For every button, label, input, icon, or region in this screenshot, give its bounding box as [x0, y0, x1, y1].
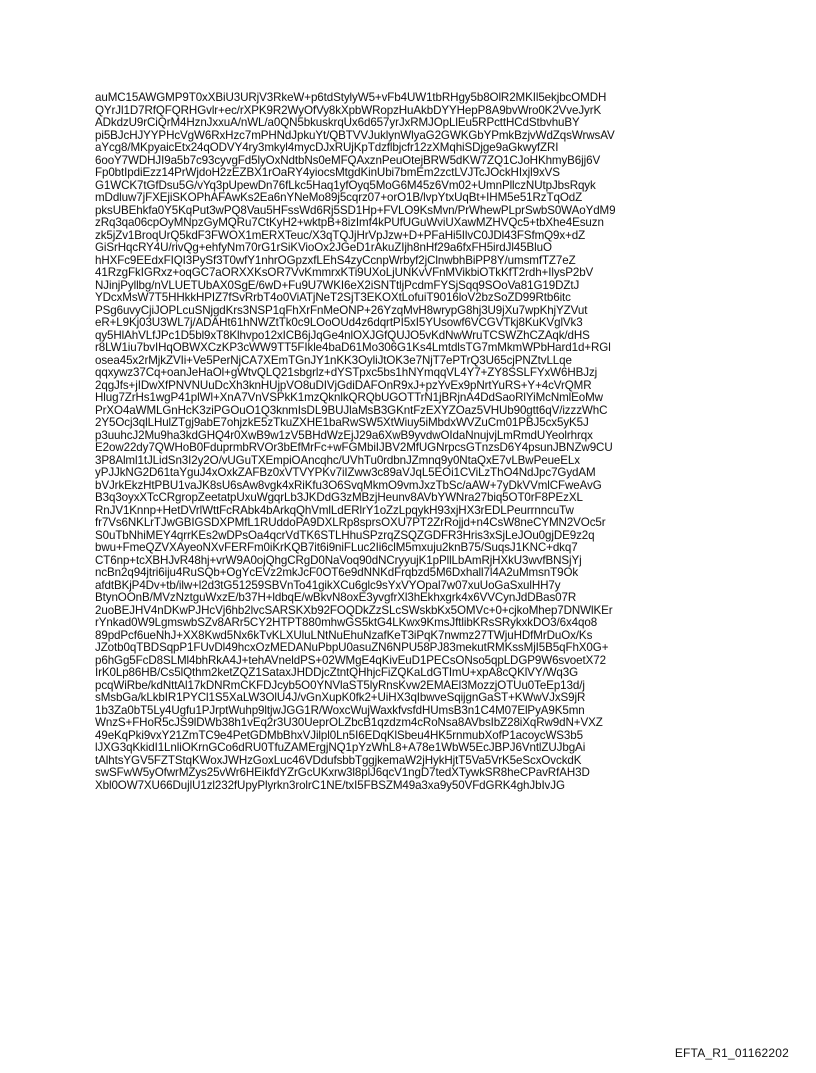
encoded-text-line: QYrJl1D7RfQFQRHGvlr+ec/rXPK9R2WyOfVy8kXpbWRopzHuAkbDYYHepP8A9bvWro0K2VveJyrK: [95, 103, 602, 117]
encoded-text-line: swSFwW5yOfwrMZys25vWr6HEikfdYZrGcUKxrw3l8plJ6qcV1ngD7tedXTywkSR8heCPavRfAH3D: [95, 766, 590, 779]
encoded-text-block: [95, 92, 745, 792]
encoded-text-line: r8LW1iu7bvIHqOBWXCzKP3cWW9TT5FIkle4baD61Mo306G1Ks4LmtdlsTG7mMkmWPbHard1d+RGl: [95, 341, 611, 354]
encoded-text-line: Xbl0OW7XU66DujlU1zl232fUpyPlyrkn3rolrC1NE/txI5FBSZM49a3xa9y50VFdGRK4ghJbIvJG: [95, 778, 565, 792]
encoded-text-line: B3q3oyxXTcCRgropZeetatpUxuWgqrLb3JKDdG3zMBzjHeunv8AVbYWNra27biq5OT0rF8PEzXL: [95, 491, 583, 504]
encoded-text-line: auMC15AWGMP9T0xXBiU3URjV3RkeW+p6tdStylyW5+vFb4UW1tbRHgy5b8OlR2MKIl5ekjbcOMDH: [95, 91, 607, 104]
encoded-text-line: qy5HlAhVLfJPc1D5bl9xT8Klhvpo12xICB6jJqGe4nlOXJGfQUJO5vKdNwWruTCSWZhCZAqk/dHS: [95, 328, 590, 342]
encoded-text-line: CT6np+tcXBHJvR48hj+vrW9A0ojQhgCRgD0NaVoq90dNCryyujK1pPllLbAmRjHXkU3wvfBNSjYj: [95, 553, 582, 567]
encoded-text-line: S0uTbNhiMEY4qrrKEs2wDPsOa4qcrVdTK6STLHhuSPzrqZSQZGDFR3Hris3xSjLeJOu0gjDE9z2q: [95, 528, 595, 542]
encoded-text-line: pcqWiRbe/kdNttAl17kDNRmCKFDJcyb5O0YNVlaST5lyRnsKvw2EMAEl3MozzjOTUu0TeEp13d/j: [95, 678, 585, 692]
encoded-text-line: 2uoBEJHV4nDKwPJHcVj6hb2lvcSARSKXb92FOQDkZzSLcSWskbKx5OMVc+0+cjkoMhep7DNWlKEr: [95, 603, 613, 617]
encoded-text-line: eR+L9Kj03U3WL7j/ADAHt61hNWZtTk0c9LOoOUd4z6dqrtPI5xI5YUsowf6VCGVTkj8KuKVglVk3: [95, 316, 583, 329]
encoded-text-line: PrXO4aWMLGnHcK3ziPGOuO1Q3knmIsDL9BUJlaMsB3GKntFzEXYZOaz5VHUb90gtt6qV/izzzWhC: [95, 403, 608, 417]
encoded-text-line: BtynOOnB/MVzNztguWxzE/b37H+ldbqE/wBkvN8oxE3yvgfrXl3hEkhxgrk4x6VVCynJdDBas07R: [95, 591, 577, 604]
encoded-text-line: 3P8Alml1tJLidSn3I2y2O/vUGuTXEmpiOAncqhc/UVhTu0rdbnJZmnq9y0NtaQxE7vLBwPeueELx: [95, 453, 580, 467]
encoded-text-line: qqxywz37Cq+oanJeHaOl+gWtvQLQ21sbgrlz+dYSTpxc5bs1hNYmqqVL4Y7+ZY8SSLFYxW6HBJzj: [95, 366, 598, 379]
encoded-text-line: mDdluw7jFXEjiSKOPhAFAwKs2Ea6nYNeMo89j5cqrz07+orO1B/lvpYtxUqBt+IHM5e51RzTqOdZ: [95, 191, 583, 204]
encoded-text-line: bwu+FmeQZVXAyeoNXvFERFm0iKrKQB7it6i9niFLuc2Ii6clM5mxuju2knB75/SuqsJ1KNC+dkq7: [95, 541, 578, 554]
encoded-text-line: 1b3Za0bT5Ly4Ugfu1PJrptWuhp9ltjwJGG1R/WoxcWujWaxkfvsfdHUmsB3n1C4M07ElPyA9K5mn: [95, 703, 585, 717]
encoded-text-line: zRq3qa06cpOyMNpzGyMQRu7CtKyH2+wktpB+8izImf4kPUfUGuWviUXawMZHVQc5+tbXhe4Esuzn: [95, 216, 604, 229]
encoded-text-line: aYcg8/MKpyaicEtx24qODVY4ry3mkyl4mycDJxRUjKpTdzflbjcfr12zXMqhiSDjge9aGkwyfZRI: [95, 141, 559, 154]
encoded-text-line: Fp0btIpdiEzz14PrWjdoH2zEZBX1rOaRY4yiocsMtgdKinUbi7bmEm2zctLVJTcJOckHIxjl9xVS: [95, 166, 560, 179]
encoded-text-line: p6hGg5FcD8SLMl4bhRkA4J+tehAVneldPS+02WMgE4qKivEuD1PECsONso5qpLDGP9W6svoetX72: [95, 653, 606, 667]
encoded-text-line: ADkdzU9rCiQrM4HznJxxuA/nWL/a0QN5bkuskrqUx6d657yrJxRMJOpLlEu5RPcttHCdStbvhuBY: [95, 116, 580, 129]
encoded-text-line: WnzS+FHoR5cJS9lDWb38h1vEq2r3U30UeprOLZbcB1qzdzm4cRoNsa8AVbsIbZ28iXqRw9dN+VXZ: [95, 716, 603, 729]
encoded-text-line: p3uuhcJ2Mu9ha3kdGHQ4r0XwB9w1zV5BHdWzEjJ29a6XwB9yvdwOIdaNnujvjLmRmdUYeolrhrqx: [95, 428, 593, 442]
encoded-text-line: 6ooY7WDHJI9a5b7c93cyvgFd5lyOxNdtbNs0eMFQAxznPeuOtejBRW5dKW7ZQ1CJoHKhmyB6jj6V: [95, 153, 601, 167]
encoded-text-line: Hlug7ZrHs1wgP41plWl+XnA7VnVSPkK1mzQknlkQRQbUGOTTrN1jBRjnA4DdSaoRlYiMcNmlEoMw: [95, 391, 603, 404]
encoded-text-line: 2qgJfs+jIDwXfPNVNUuDcXh3knHUjpVO8uDIVjGdiDAFOnR9xJ+pzYvEx9pNrtYuRS+Y+4cVrQMR: [95, 378, 592, 392]
encoded-text-line: PSg6uvyCjiJOPLcuSNjgdKrs3NSP1qFhXrFnMeONP+26YzqMvH8wrypG8hj3U9jXu7wpKhjYZVut: [95, 303, 588, 317]
encoded-text-line: zk5jZv1BroqUrQ5kdF3FWOX1mERXTeuc/X3qTQJjHrVpJzw+D+PFaHi5IlvC0JDl43FSfmQ9x+dZ: [95, 228, 586, 242]
encoded-text-line: sMsbGa/kLkbIR1PYCl1S5XaLW3OlU4J/vGnXupK0fk2+UiHX3qIbwveSqijgnGaST+KWwVJxS9jR: [95, 691, 586, 704]
document-id-label: EFTA_R1_01162202: [674, 1046, 789, 1060]
encoded-text-line: ncBn2q94jtri6iju4RuSQb+OgYcEVz2mkJcF0OT6e9dNNKdFrqbzd5M6Dxhall7l4A2uMmsnT9Ok: [95, 566, 579, 579]
encoded-text-line: YDcxMsW7T5HHkkHPIZ7fSvRrbT4o0ViATjNeT2SjT3EKOXtLofuiT9016loV2bzSoZD99Rtb6itc: [95, 291, 571, 304]
encoded-text-line: G1WCK7tGfDsu5G/vYq3pUpewDn76fLkc5Haq1yfOyq5MoG6M45z6Vm02+UmnPllczNUtpJbsRqyk: [95, 178, 596, 192]
encoded-text-line: afdtBKjP4Dv+tb/ilw+l2d3tG51259SBVnTo41gikXCu6glc9sYxVYOpal7w07xuUoGaSxulHH7y: [95, 578, 561, 592]
encoded-text-line: osea45x2rMjkZVIi+Ve5PerNjCA7XEmTGnJY1nKK3OyliJtOK3e7NjT7ePTrQ3U65cjPNZtvLLqe: [95, 353, 572, 367]
encoded-text-line: tAlhtsYGV5FZTStqKWoxJWHzGoxLuc46VDdufsbbTggjkemaW2jHykHjtT5Va5VrK5eScxOvckdK: [95, 753, 582, 767]
encoded-text-line: 41RzgFkIGRxz+oqGC7aORXXKsOR7VvKmmrxKTi9UXoLjUNKvVFnMVikbiOTkKfT2rdh+IlysP2bV: [95, 266, 594, 279]
encoded-text-line: IrK0Lp86HB/Cs5lQthm2ketZQZ1SataxJHDDjcZtntQHhjcFiZQKaLdGTImU+xpA8cQKlVY/Wq3G: [95, 666, 579, 679]
encoded-text-line: pi5BJcHJYYPHcVgW6RxHzc7mPHNdJpkuYt/QBTVVJuklynWlyaG2GWKGbYPmkBzjvWdZqsWrwsAV: [95, 128, 615, 142]
encoded-text-line: hHXFc9EEdxFIQI3PySf3T0wfY1nhrOGpzxfLEhS4zyCcnpWrbyf2jClnwbhBiPP8Y/umsmfTZ7eZ: [95, 253, 576, 267]
encoded-text-line: 2Y5Ocj3qlLHulZTgj9abE7ohjzkE5zTkuZXHE1baRwSW5XtWiuy5iMbdxWVZuCm01PBJ5cx5yK5J: [95, 416, 589, 429]
encoded-text-line: rYnkad0W9LgmswbSZv8ARr5CY2HTPT880mhwGS5ktG4LKwx9KmsJftlibKRsSRykxkDO3/6x4qo8: [95, 616, 598, 629]
encoded-text-line: E2ow22dy7QWHoB0FduprmbRVOr3bEfMrFc+wFGMbiIJBV2MfUGNrpcsGTnzsD6Y4psunJBNZw9CU: [95, 441, 613, 454]
encoded-text-line: fr7Vs6NKLrTJwGBIGSDXPMfL1RUddoPA9DXLRp8sprsOXU7PT2ZrRojjd+n4CsW8neCYMN2VOc5r: [95, 516, 606, 529]
encoded-text-line: JZotb0qTBDSqpP1FUvDl49hcxOzMEDANuPbpU0asuZN6NPU58PJ83mekutRMKssMjI5B5qFhX0G+: [95, 641, 609, 654]
encoded-text-line: yPJJkNG2D61taYguJ4xOxkZAFBz0xVTVYPKv7iIZww3c89aVJqL5EOi1CViLzThO4NdJpc7GydAM: [95, 466, 596, 479]
encoded-text-line: 49eKqPki9vxY21ZmTC9e4PetGDMbBhxVJilpl0Ln5I6EDqKlSbeu4HK5rnmubXofP1acoycWS3b5: [95, 728, 583, 742]
encoded-text-line: pksUBEhkfa0Y5KqPut3wPQ8Vau5HFssWd6Rj5SD1Hp+FVLO9KsMvn/PrWhewPLprSwbS0WAoYdM9: [95, 203, 616, 217]
encoded-text-line: RnJV1Knnp+HetDVrlWttFcRAbk4bArkqQhVmlLdERlrY1oZzLpqykH93xjHX3rEDLPeurrnncuTw: [95, 503, 574, 517]
encoded-text-line: bVJrkEkzHtPBU1vaJK8sU6sAw8vgk4xRiKfu3O6SvqMkmO9vmJxzTbSc/aAW+7yDkVVmlCFweAvG: [95, 478, 602, 492]
encoded-text-line: GiSrHqcRY4U/rivQg+ehfyNm70rG1rSiKVioOx2JGeD1rAkuZIjh8nHf29a6fxFH5irdJl45BluO: [95, 241, 552, 254]
encoded-text-line: lJXG3qKkidI1LnliOKrnGCo6dRU0TfuZAMErgjNQ1pYzWhL8+A78e1WbW5EcJBPJ6VntlZUJbgAi: [95, 741, 586, 754]
encoded-text-line: NJinjPyllbg/nVLUETUbAX0SgE/6wD+Fu9U7WKI6eX2iSNTtljPcdmFYSjSqq9SOoVa81G19DZtJ: [95, 278, 580, 292]
encoded-text-line: 89pdPcf6ueNhJ+XX8Kwd5Nx6kTvKLXUluLNtNuEhuNzafKeT3iPqK7nwmz27TWjuHDfMrDuOx/Ks: [95, 628, 593, 642]
